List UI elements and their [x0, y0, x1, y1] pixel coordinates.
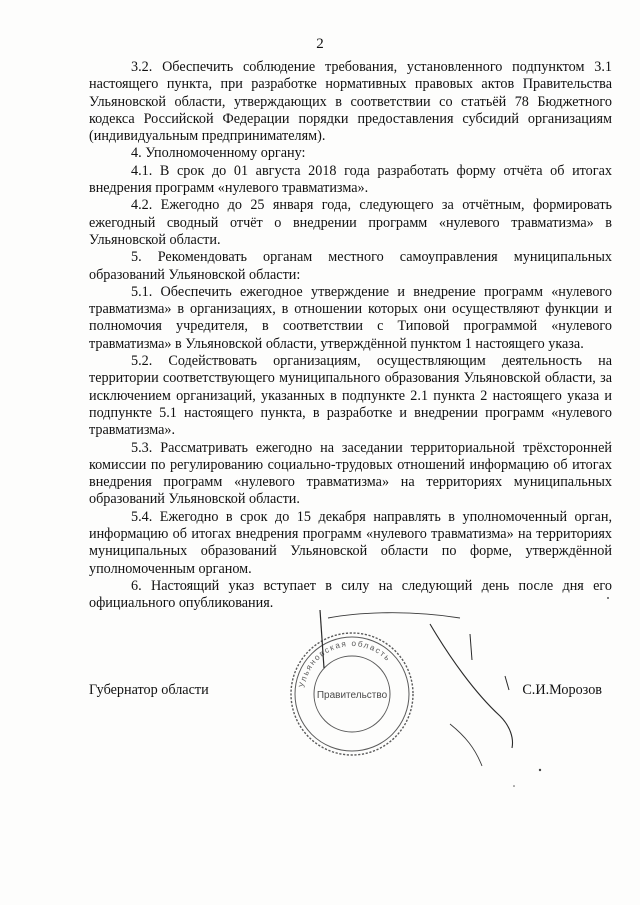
document-body: [89, 59, 612, 613]
paragraph-3-2: 3.2. Обеспечить соблюдение требования, установленного подпунктом 3.1 настоящего пункта, при разработке нормативных правовых актов Правительства Ульяновской области, утверждающих в соответствии со статьёй 78 Бюджетного кодекса Российской Федерации порядки предоставления субсидий организациям (индивидуальным предпринимателям).: [89, 59, 612, 145]
page-number: 2: [316, 36, 324, 52]
paragraph-4-2: 4.2. Ежегодно до 25 января года, следующего за отчётным, формировать ежегодный сводный отчёт о внедрении программ «нулевого травматизма» в Ульяновской области.: [89, 197, 612, 248]
paragraph-5-4: 5.4. Ежегодно в срок до 15 декабря направлять в уполномоченный орган, информацию об итогах внедрения программ «нулевого травматизма» на территориях муниципальных образований Ульяновской области по форме, утверждённой уполномоченным органом.: [89, 508, 612, 577]
paragraph-4-1: 4.1. В срок до 01 августа 2018 года разработать форму отчёта об итогах внедрения программ «нулевого травматизма».: [89, 162, 612, 197]
paragraph-5-2: 5.2. Содействовать организациям, осуществляющим деятельность на территории соответствующего муниципального образования Ульяновской области, за исключением организаций, указанных в подпункте 2.1 пункта 2 настоящего указа и подпункте 5.1 настоящего пункта, в разработке и внедрении программ «нулевого травматизма».: [89, 353, 612, 439]
paragraph-4: 4. Уполномоченному органу:: [131, 145, 306, 162]
signatory-title: Губернатор области: [89, 682, 209, 698]
paragraph-5: 5. Рекомендовать органам местного самоуправления муниципальных образований Ульяновской области:: [89, 249, 612, 283]
paragraph-5-1: 5.1. Обеспечить ежегодное утверждение и внедрение программ «нулевого травматизма» в организациях, в отношении которых они осуществляют функции и полномочия учредителя, в соответствии с Типовой программой «нулевого травматизма» в Ульяновской области, утверждённой пунктом 1 настоящего указа.: [89, 283, 612, 352]
signatory-name: С.И.Морозов: [522, 682, 602, 698]
paragraph-5-3: 5.3. Рассматривать ежегодно на заседании территориальной трёхсторонней комиссии по регулированию социально-трудовых отношений информацию об итогах внедрения программ «нулевого травматизма» на территориях муниципальных образований Ульяновской области.: [89, 439, 612, 508]
signature-block: [89, 682, 612, 702]
seal-center-text: Правительство: [316, 690, 388, 701]
paragraph-6: 6. Настоящий указ вступает в силу на следующий день после дня его официального опубликования.: [89, 577, 612, 612]
seal-ring-text: Ульяновская область: [297, 638, 393, 689]
